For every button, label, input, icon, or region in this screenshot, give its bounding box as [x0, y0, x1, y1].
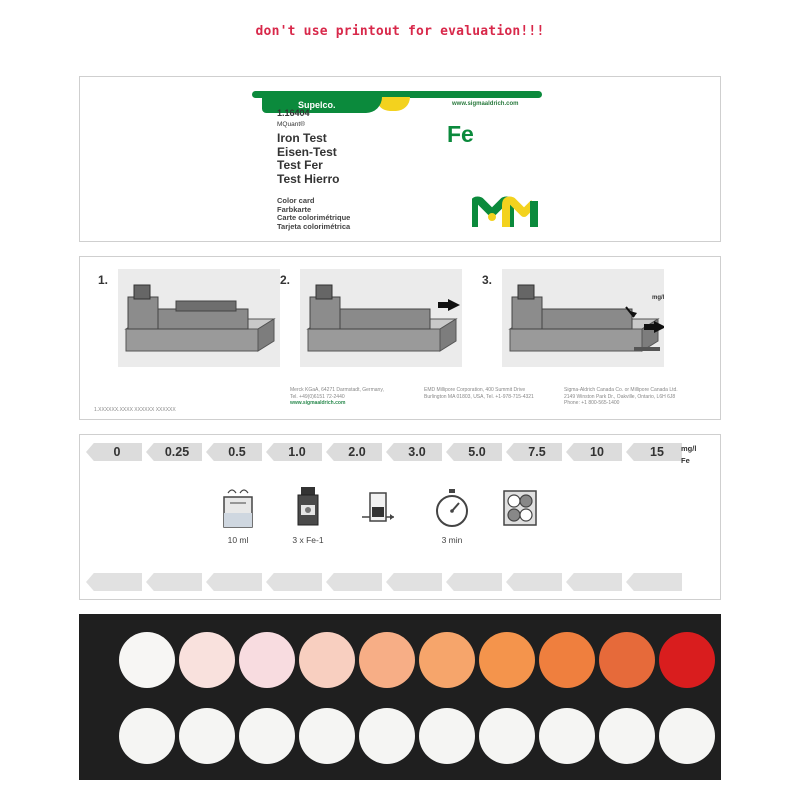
scale-value: 10 — [590, 445, 604, 459]
footer-address-3 — [564, 387, 678, 407]
unit-line-2: Fe — [681, 456, 690, 465]
footer-1-line-2: Tel. +49(0)6151 72-2440 — [290, 393, 345, 400]
sample-dot — [299, 708, 355, 764]
footer-1-link[interactable]: www.sigmaaldrich.com — [290, 400, 346, 406]
reagent-bottle-icon — [288, 485, 328, 529]
color-reference-dot — [599, 632, 655, 688]
blank-scale-tab — [86, 573, 142, 591]
scale-panel — [79, 434, 721, 600]
title-fr: Test Fer — [277, 158, 323, 172]
footer-3-line-2: 2149 Winston Park Dr., Oakville, Ontario, L6H 6J8 — [564, 393, 676, 400]
brand-name: Supelco. — [262, 97, 382, 113]
title-de: Eisen-Test — [277, 144, 337, 159]
step-3-unit: mg/l — [652, 295, 665, 301]
blank-scale-tab — [266, 573, 322, 591]
step-1-number: 1. — [98, 273, 109, 287]
test-block-icon — [358, 487, 398, 529]
scale-value: 3.0 — [408, 445, 426, 459]
footer-3-line-3: Phone: +1 800-565-1400 — [564, 400, 620, 406]
unit-line-1: mg/l — [681, 444, 697, 453]
color-reference-dot — [239, 632, 295, 688]
card-title-fr: Carte colorimétrique — [277, 213, 351, 222]
evaluation-warning: don't use printout for evaluation!!! — [255, 24, 545, 39]
sample-dot — [179, 708, 235, 764]
color-reference-dot — [659, 632, 715, 688]
blank-scale-tab — [206, 573, 262, 591]
device-read-icon — [502, 269, 664, 367]
scale-value: 5.0 — [468, 445, 486, 459]
sample-volume-caption: 10 ml — [227, 535, 249, 545]
color-reference-dot — [119, 632, 175, 688]
footer-1-line-1: Merck KGaA, 64271 Darmstadt, Germany, — [290, 387, 384, 393]
blank-scale-tab — [566, 573, 622, 591]
color-reference-dot — [539, 632, 595, 688]
step-3-number: 3. — [482, 273, 493, 287]
title-es: Test Hierro — [277, 171, 340, 186]
device-insert-icon — [300, 269, 462, 367]
color-reference-dot — [179, 632, 235, 688]
sample-dot — [599, 708, 655, 764]
product-line: MQuant® — [277, 121, 305, 128]
step-1-illustration — [118, 269, 280, 367]
scale-value: 0.5 — [228, 445, 246, 459]
sample-dot — [659, 708, 715, 764]
scale-value: 7.5 — [528, 445, 546, 459]
step-2-illustration — [300, 269, 462, 367]
reagent-caption: 3 x Fe-1 — [292, 535, 324, 545]
blank-scale-tab — [146, 573, 202, 591]
product-label-panel — [79, 76, 721, 242]
scale-value: 0.25 — [164, 445, 190, 459]
card-title-es: Tarjeta colorimétrica — [277, 221, 351, 231]
batch-number: 1.XXXXXX.XXXX XXXXXX XXXXXX — [94, 407, 176, 413]
element-symbol: Fe — [447, 121, 474, 147]
card-titles — [277, 197, 350, 231]
card-title-de: Farbkarte — [277, 204, 312, 214]
scale-value: 2.0 — [348, 445, 366, 459]
concentration-scale — [86, 443, 686, 463]
sample-dot — [239, 708, 295, 764]
color-reference-dot — [479, 632, 535, 688]
blank-scale-tab — [446, 573, 502, 591]
sample-dot — [119, 708, 175, 764]
device-icon — [118, 269, 280, 367]
sample-dot — [419, 708, 475, 764]
title-en: Iron Test — [277, 131, 327, 145]
time-caption: 3 min — [441, 535, 463, 545]
card-title-en: Color card — [277, 196, 315, 205]
footer-2-line-2: Burlington MA 01803, USA, Tel. +1-978-715-4321 — [424, 393, 534, 400]
footer-3-line-1: Sigma-Aldrich Canada Co. or Millipore Canada Ltd. — [564, 387, 678, 393]
scale-value: 1.0 — [288, 445, 306, 459]
product-code: 1.16404 — [277, 108, 310, 118]
step-2-number: 2. — [280, 273, 291, 287]
footer-2-line-1: EMD Millipore Corporation, 400 Summit Drive — [424, 387, 526, 393]
step-3-illustration — [502, 269, 664, 367]
website-link[interactable]: www.sigmaaldrich.com — [452, 101, 519, 107]
footer-address-1 — [290, 387, 384, 407]
color-reference-dot — [419, 632, 475, 688]
sample-dot — [359, 708, 415, 764]
color-compare-icon — [500, 487, 540, 529]
scale-value: 0 — [113, 445, 121, 459]
color-card-panel — [79, 614, 721, 780]
blank-scale-tab — [506, 573, 562, 591]
scale-unit — [681, 443, 696, 467]
scale-value: 15 — [650, 445, 664, 459]
brand-logo-icon — [472, 195, 542, 231]
color-reference-dot — [359, 632, 415, 688]
color-reference-dot — [299, 632, 355, 688]
instruction-steps-panel — [79, 256, 721, 420]
product-titles — [277, 132, 339, 186]
blank-scale-tab — [326, 573, 382, 591]
timer-icon — [432, 487, 472, 529]
sample-dot — [539, 708, 595, 764]
blank-scale-tab — [626, 573, 682, 591]
sample-vessel-icon — [218, 487, 258, 529]
footer-address-2 — [424, 387, 534, 400]
blank-scale-tab — [386, 573, 442, 591]
sample-dot — [479, 708, 535, 764]
